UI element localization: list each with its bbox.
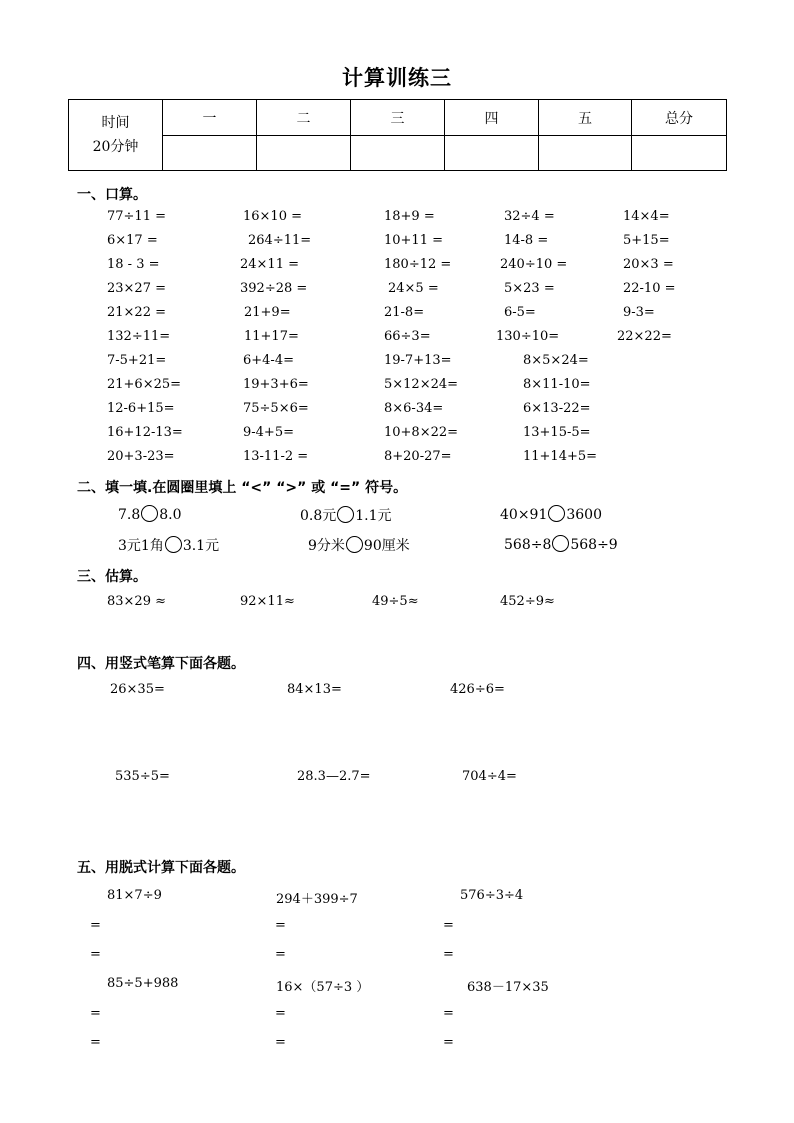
section2-heading: 二、填一填.在圆圈里填上 “<” “>” 或 “=” 符号。: [77, 480, 408, 496]
mental-math-item: 21×22 =: [107, 305, 167, 320]
compare-left: 0.8元: [300, 508, 337, 524]
stepwise-calc-item: 294＋399÷7: [276, 892, 358, 907]
mental-math-item: 14-8 =: [504, 233, 549, 248]
section5-heading: 五、用脱式计算下面各题。: [77, 860, 245, 876]
score-cell[interactable]: [632, 136, 727, 171]
score-header: 一: [163, 100, 257, 136]
mental-math-item: 5×23 =: [504, 281, 555, 296]
mental-math-item: 32÷4 =: [504, 209, 555, 224]
mental-math-item: 16+12-13=: [107, 425, 183, 440]
compare-right: 3600: [566, 507, 602, 523]
mental-math-item: 8×11-10=: [523, 377, 591, 392]
mental-math-item: 18 - 3 =: [107, 257, 160, 272]
stepwise-calc-item: 85÷5+988: [107, 976, 179, 991]
section4-heading: 四、用竖式笔算下面各题。: [77, 656, 245, 672]
equals-sign: =: [275, 947, 286, 962]
score-header: 三: [351, 100, 445, 136]
equals-sign: =: [90, 947, 101, 962]
answer-circle[interactable]: [548, 505, 565, 522]
equals-sign: =: [443, 1006, 454, 1021]
stepwise-calc-item: 576÷3÷4: [460, 888, 524, 903]
equals-sign: =: [443, 1035, 454, 1050]
mental-math-item: 24×11 =: [240, 257, 300, 272]
score-header: 四: [445, 100, 539, 136]
mental-math-item: 21-8=: [384, 305, 425, 320]
equals-sign: =: [90, 1006, 101, 1021]
mental-math-item: 22×22=: [617, 329, 672, 344]
compare-item: [118, 505, 182, 523]
mental-math-item: 75÷5×6=: [243, 401, 309, 416]
stepwise-calc-item: 638－17×35: [467, 980, 549, 995]
mental-math-item: 8+20-27=: [384, 449, 452, 464]
mental-math-item: 19-7+13=: [384, 353, 452, 368]
answer-circle[interactable]: [141, 505, 158, 522]
mental-math-item: 11+17=: [244, 329, 299, 344]
vertical-calc-item: 426÷6=: [450, 682, 505, 697]
mental-math-item: 5+15=: [623, 233, 670, 248]
mental-math-item: 10+11 =: [384, 233, 444, 248]
compare-left: 3元1角: [118, 538, 164, 554]
compare-item: [308, 535, 410, 555]
mental-math-item: 14×4=: [623, 209, 670, 224]
mental-math-item: 5×12×24=: [384, 377, 459, 392]
mental-math-item: 6×17 =: [107, 233, 158, 248]
compare-item: [118, 535, 219, 555]
score-cell[interactable]: [539, 136, 632, 171]
mental-math-item: 16×10 =: [243, 209, 303, 224]
score-table: [68, 99, 727, 171]
time-value: 20分钟: [92, 139, 139, 155]
mental-math-item: 21+9=: [244, 305, 291, 320]
mental-math-item: 20×3 =: [623, 257, 674, 272]
mental-math-item: 10+8×22=: [384, 425, 459, 440]
mental-math-item: 8×5×24=: [523, 353, 589, 368]
compare-left: 7.8: [118, 507, 141, 523]
equals-sign: =: [90, 1035, 101, 1050]
score-header: 五: [539, 100, 632, 136]
mental-math-item: 132÷11=: [107, 329, 171, 344]
mental-math-item: 21+6×25=: [107, 377, 182, 392]
equals-sign: =: [275, 918, 286, 933]
score-cell[interactable]: [351, 136, 445, 171]
vertical-calc-item: 704÷4=: [462, 769, 517, 784]
answer-circle[interactable]: [346, 536, 363, 553]
mental-math-item: 9-3=: [623, 305, 655, 320]
compare-item: [300, 505, 392, 525]
section1-heading: 一、口算。: [77, 187, 147, 203]
mental-math-item: 24×5 =: [388, 281, 439, 296]
mental-math-item: 130÷10=: [496, 329, 560, 344]
page-title: 计算训练三: [342, 66, 452, 90]
mental-math-item: 13-11-2 =: [243, 449, 309, 464]
estimate-item: 452÷9≈: [500, 594, 555, 609]
vertical-calc-item: 84×13=: [287, 682, 342, 697]
compare-item: [504, 535, 618, 553]
compare-left: 568÷8: [504, 537, 552, 553]
compare-right: 8.0: [159, 507, 182, 523]
score-cell[interactable]: [257, 136, 351, 171]
compare-left: 40×91: [500, 507, 548, 523]
mental-math-item: 11+14+5=: [523, 449, 598, 464]
mental-math-item: 9-4+5=: [243, 425, 294, 440]
compare-item: [500, 505, 602, 523]
mental-math-item: 20+3-23=: [107, 449, 175, 464]
mental-math-item: 392÷28 =: [240, 281, 308, 296]
equals-sign: =: [443, 947, 454, 962]
vertical-calc-item: 28.3—2.7=: [297, 769, 371, 784]
mental-math-item: 6×13-22=: [523, 401, 591, 416]
mental-math-item: 23×27 =: [107, 281, 167, 296]
stepwise-calc-item: 16×（57÷3 ）: [276, 980, 370, 995]
estimate-item: 83×29 ≈: [107, 594, 167, 609]
stepwise-calc-item: 81×7÷9: [107, 888, 162, 903]
compare-right: 1.1元: [355, 508, 392, 524]
score-cell[interactable]: [445, 136, 539, 171]
mental-math-item: 264÷11=: [248, 233, 312, 248]
score-cell[interactable]: [163, 136, 257, 171]
section3-heading: 三、估算。: [77, 569, 147, 585]
compare-right: 3.1元: [182, 538, 220, 554]
vertical-calc-item: 535÷5=: [115, 769, 170, 784]
vertical-calc-item: 26×35=: [110, 682, 165, 697]
compare-left: 9分米: [308, 538, 345, 554]
time-label: 时间: [101, 115, 130, 131]
mental-math-item: 7-5+21=: [107, 353, 167, 368]
time-cell: [69, 100, 163, 171]
mental-math-item: 22-10 =: [623, 281, 676, 296]
mental-math-item: 6+4-4=: [243, 353, 294, 368]
mental-math-item: 8×6-34=: [384, 401, 444, 416]
mental-math-item: 13+15-5=: [523, 425, 591, 440]
score-header: 总分: [632, 100, 727, 136]
mental-math-item: 19+3+6=: [243, 377, 309, 392]
mental-math-item: 6-5=: [504, 305, 536, 320]
equals-sign: =: [443, 918, 454, 933]
mental-math-item: 180÷12 =: [384, 257, 452, 272]
mental-math-item: 12-6+15=: [107, 401, 175, 416]
estimate-item: 49÷5≈: [372, 594, 419, 609]
equals-sign: =: [275, 1035, 286, 1050]
score-header: 二: [257, 100, 351, 136]
answer-circle[interactable]: [337, 506, 354, 523]
mental-math-item: 77÷11 =: [107, 209, 167, 224]
mental-math-item: 18+9 =: [384, 209, 435, 224]
compare-right: 568÷9: [570, 537, 618, 553]
mental-math-item: 240÷10 =: [500, 257, 568, 272]
answer-circle[interactable]: [165, 536, 182, 553]
estimate-item: 92×11≈: [240, 594, 295, 609]
equals-sign: =: [90, 918, 101, 933]
compare-right: 90厘米: [363, 538, 410, 554]
equals-sign: =: [275, 1006, 286, 1021]
mental-math-item: 66÷3=: [384, 329, 431, 344]
answer-circle[interactable]: [552, 535, 569, 552]
